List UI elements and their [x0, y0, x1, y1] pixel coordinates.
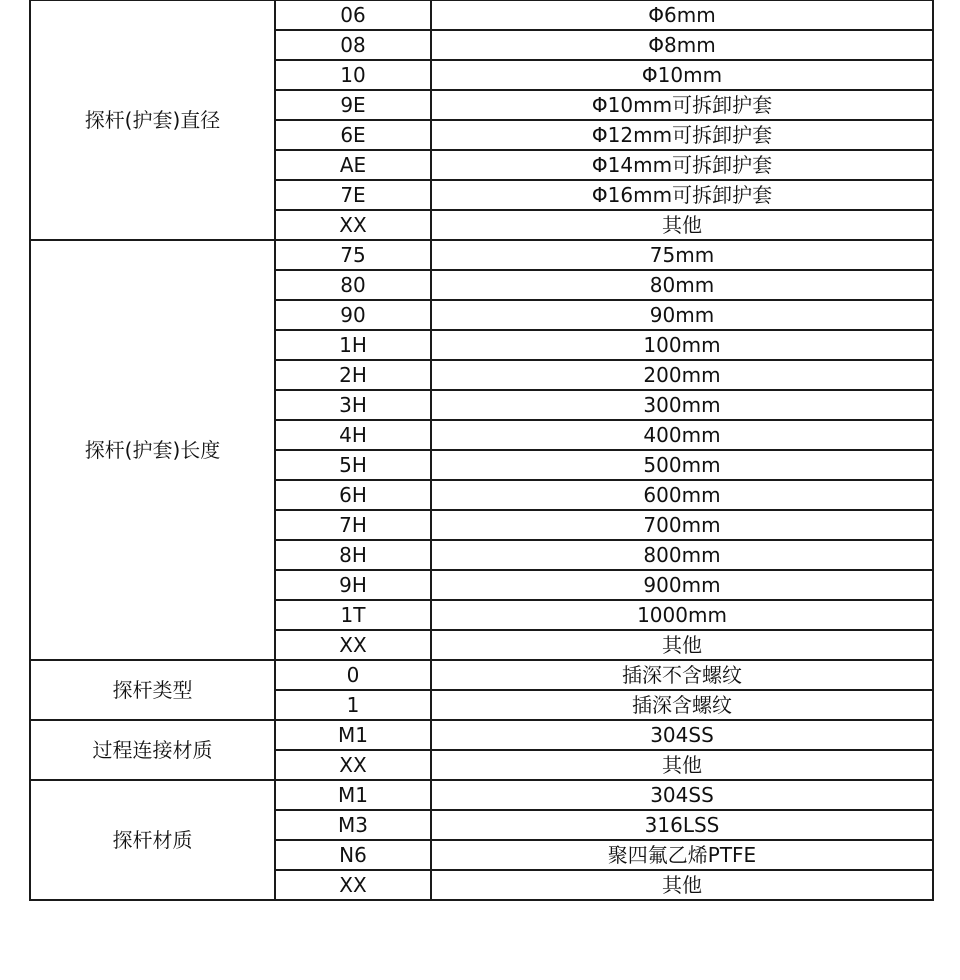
desc-cell: 75mm	[431, 240, 933, 270]
table-row	[30, 240, 933, 270]
desc-cell: Φ10mm	[431, 60, 933, 90]
group-label-probe-material: 探杆材质	[30, 780, 275, 900]
desc-cell: 316LSS	[431, 810, 933, 840]
desc-cell: Φ8mm	[431, 30, 933, 60]
code-cell: 4H	[275, 420, 431, 450]
code-cell: 90	[275, 300, 431, 330]
desc-cell: 300mm	[431, 390, 933, 420]
desc-cell: 插深含螺纹	[431, 690, 933, 720]
code-cell: M1	[275, 720, 431, 750]
desc-cell: 900mm	[431, 570, 933, 600]
desc-cell: 插深不含螺纹	[431, 660, 933, 690]
code-cell: 06	[275, 0, 431, 30]
desc-cell: Φ14mm可拆卸护套	[431, 150, 933, 180]
table-row	[30, 0, 933, 30]
desc-cell: 聚四氟乙烯PTFE	[431, 840, 933, 870]
code-cell: XX	[275, 750, 431, 780]
code-cell: 3H	[275, 390, 431, 420]
desc-cell: 600mm	[431, 480, 933, 510]
desc-cell: 200mm	[431, 360, 933, 390]
code-cell: XX	[275, 630, 431, 660]
code-cell: 9E	[275, 90, 431, 120]
code-cell: 75	[275, 240, 431, 270]
desc-cell: 304SS	[431, 720, 933, 750]
code-cell: 1H	[275, 330, 431, 360]
desc-cell: 80mm	[431, 270, 933, 300]
code-cell: 7E	[275, 180, 431, 210]
group-label-probe-type: 探杆类型	[30, 660, 275, 720]
code-cell: 08	[275, 30, 431, 60]
desc-cell: 90mm	[431, 300, 933, 330]
desc-cell: 100mm	[431, 330, 933, 360]
desc-cell: Φ6mm	[431, 0, 933, 30]
desc-cell: 其他	[431, 630, 933, 660]
group-label-probe-length: 探杆(护套)长度	[30, 240, 275, 660]
code-cell: 0	[275, 660, 431, 690]
code-cell: 6H	[275, 480, 431, 510]
desc-cell: 400mm	[431, 420, 933, 450]
code-cell: 10	[275, 60, 431, 90]
code-cell: 6E	[275, 120, 431, 150]
code-cell: M1	[275, 780, 431, 810]
code-cell: XX	[275, 210, 431, 240]
desc-cell: 500mm	[431, 450, 933, 480]
spec-table-body	[30, 0, 933, 900]
code-cell: 9H	[275, 570, 431, 600]
desc-cell: Φ10mm可拆卸护套	[431, 90, 933, 120]
spec-table	[29, 0, 934, 901]
code-cell: 2H	[275, 360, 431, 390]
code-cell: 5H	[275, 450, 431, 480]
code-cell: 80	[275, 270, 431, 300]
desc-cell: 1000mm	[431, 600, 933, 630]
desc-cell: 800mm	[431, 540, 933, 570]
code-cell: 8H	[275, 540, 431, 570]
code-cell: N6	[275, 840, 431, 870]
desc-cell: 其他	[431, 870, 933, 900]
table-row	[30, 780, 933, 810]
desc-cell: Φ16mm可拆卸护套	[431, 180, 933, 210]
desc-cell: 其他	[431, 750, 933, 780]
group-label-process-connection-material: 过程连接材质	[30, 720, 275, 780]
code-cell: AE	[275, 150, 431, 180]
code-cell: M3	[275, 810, 431, 840]
desc-cell: 304SS	[431, 780, 933, 810]
table-row	[30, 720, 933, 750]
code-cell: 1	[275, 690, 431, 720]
group-label-probe-diameter: 探杆(护套)直径	[30, 0, 275, 240]
desc-cell: Φ12mm可拆卸护套	[431, 120, 933, 150]
code-cell: XX	[275, 870, 431, 900]
code-cell: 7H	[275, 510, 431, 540]
table-row	[30, 660, 933, 690]
desc-cell: 其他	[431, 210, 933, 240]
code-cell: 1T	[275, 600, 431, 630]
desc-cell: 700mm	[431, 510, 933, 540]
